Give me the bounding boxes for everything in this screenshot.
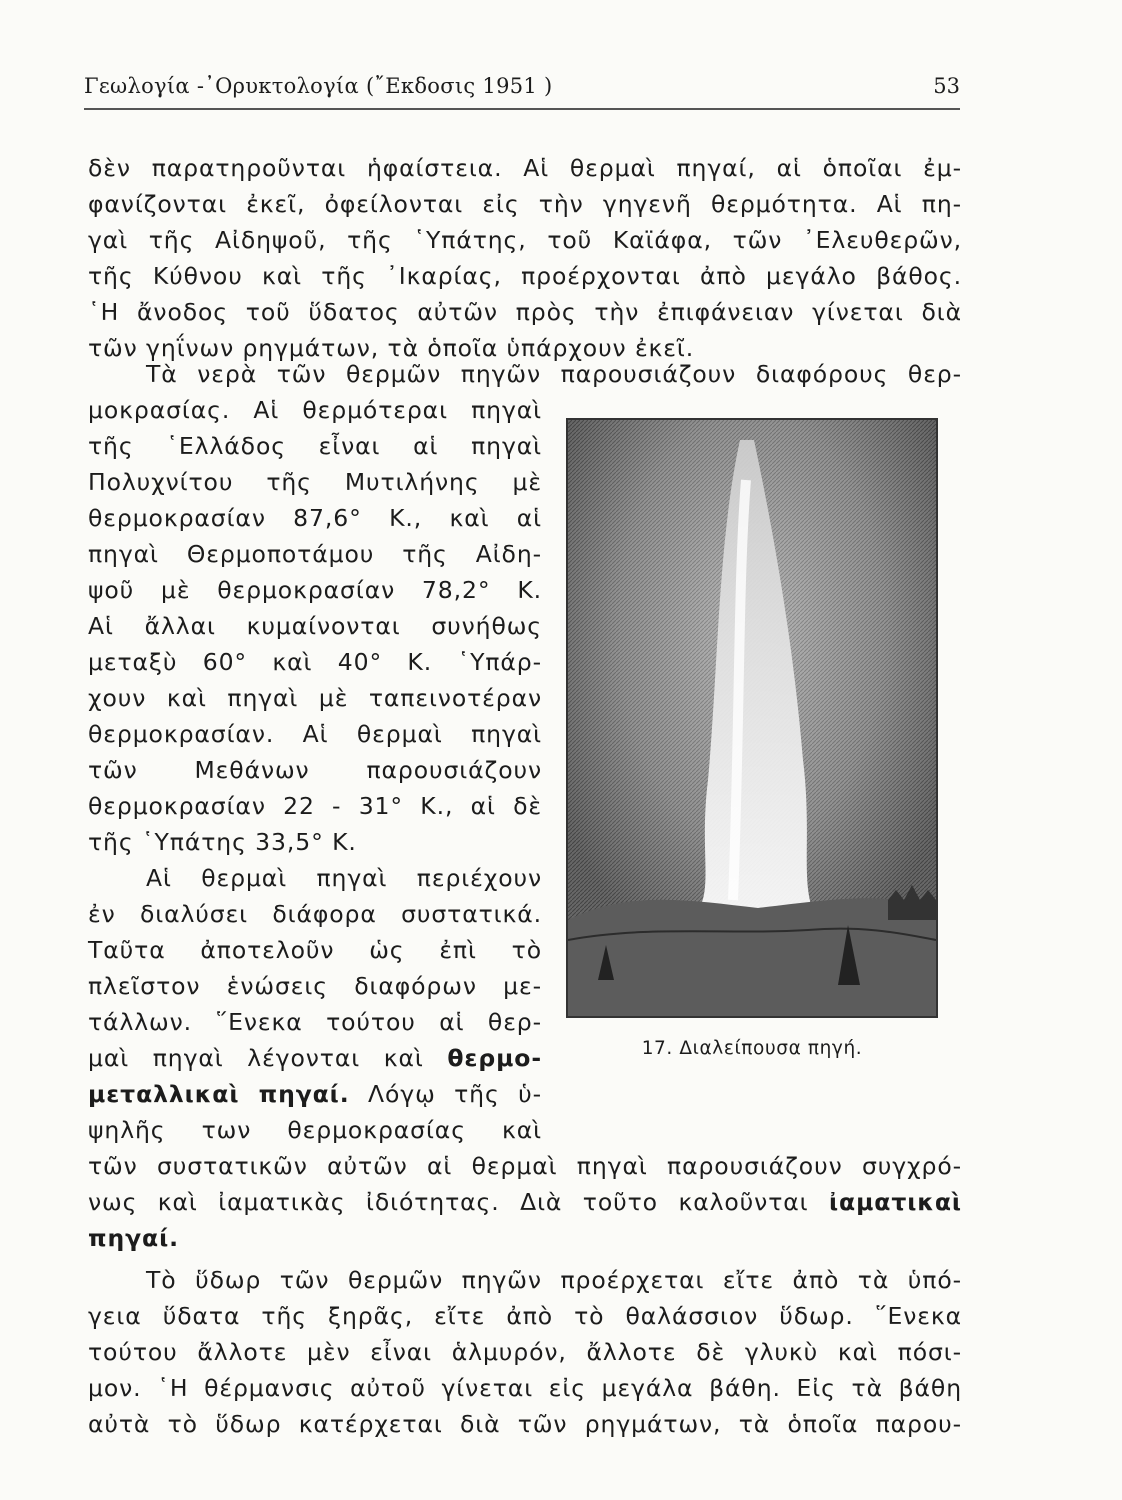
- text-line: [88, 1184, 962, 1220]
- page-number: 53: [933, 74, 960, 98]
- page-header: [84, 74, 960, 114]
- text-line: [88, 1220, 962, 1256]
- text-line: μοκρασίας. Αἱ θερμότεραι πηγαὶ: [88, 396, 542, 424]
- text-line: τῶν Μεθάνων παρουσιάζουν: [88, 756, 542, 784]
- text-line: θερμοκρασίαν 22 - 31° Κ., αἱ δὲ: [88, 792, 542, 820]
- text-line: ῾Η ἄνοδος τοῦ ὕδατος αὐτῶν πρὸς τὴν ἐπιφάνειαν γίνεται διὰ: [88, 298, 962, 326]
- text-line: μεταξὺ 60° καὶ 40° Κ. ῾Υπάρ-: [88, 648, 542, 676]
- text-line: τῆς ῾Ελλάδος εἶναι αἱ πηγαὶ: [88, 432, 542, 460]
- text-line: τῆς ῾Υπάτης 33,5° Κ.: [88, 828, 357, 856]
- text-line: ἐν διαλύσει διάφορα συστατικά.: [88, 900, 542, 928]
- text-line: θερμοκρασίαν. Αἱ θερμαὶ πηγαὶ: [88, 720, 542, 748]
- text-line: χουν καὶ πηγαὶ μὲ ταπεινοτέραν: [88, 684, 542, 712]
- text-line: θερμοκρασίαν 87,6° Κ., καὶ αἱ: [88, 504, 542, 532]
- text-span: Λόγῳ τῆς ὑ-: [368, 1080, 542, 1108]
- text-span: νως καὶ ἰαματικὰς ἰδιότητας. Διὰ τοῦτο καλοῦνται: [88, 1188, 809, 1216]
- text-line: Πολυχνίτου τῆς Μυτιλήνης μὲ: [88, 468, 542, 496]
- text-line: τῶν γηΐνων ρηγμάτων, τὰ ὁποῖα ὑπάρχουν ἐκεῖ.: [88, 334, 695, 362]
- text-line: Ταῦτα ἀποτελοῦν ὡς ἐπὶ τὸ: [88, 936, 542, 964]
- text-line: γεια ὕδατα τῆς ξηρᾶς, εἴτε ἀπὸ τὸ θαλάσσιον ὕδωρ. ῞Ενεκα: [88, 1302, 962, 1330]
- text-line: μον. ῾Η θέρμανσις αὐτοῦ γίνεται εἰς μεγάλα βάθη. Εἰς τὰ βάθη: [88, 1374, 962, 1402]
- text-line: [88, 1076, 542, 1112]
- term-bold: μεταλλικαὶ πηγαί.: [88, 1080, 350, 1108]
- text-line: τῆς Κύθνου καὶ τῆς ᾿Ικαρίας, προέρχονται ἀπὸ μεγάλο βάθος.: [88, 262, 962, 290]
- running-title: Γεωλογία -᾿Ορυκτολογία (῎Εκδοσις 1951 ): [84, 74, 553, 98]
- text-line: τούτου ἄλλοτε μὲν εἶναι ἁλμυρόν, ἄλλοτε δὲ γλυκὺ καὶ πόσι-: [88, 1338, 962, 1366]
- text-line: δὲν παρατηροῦνται ἡφαίστεια. Αἱ θερμαὶ πηγαί, αἱ ὁποῖαι ἐμ-: [88, 154, 962, 182]
- text-line: Τὸ ὕδωρ τῶν θερμῶν πηγῶν προέρχεται εἴτε ἀπὸ τὰ ὑπό-: [146, 1266, 962, 1294]
- text-line: πλεῖστον ἑνώσεις διαφόρων με-: [88, 972, 542, 1000]
- text-line: πηγαὶ Θερμοποτάμου τῆς Αἰδη-: [88, 540, 542, 568]
- term-bold: θερμο-: [447, 1044, 542, 1072]
- header-rule: [84, 108, 960, 110]
- text-span: μαὶ πηγαὶ λέγονται καὶ: [88, 1044, 424, 1072]
- text-line: ψηλῆς των θερμοκρασίας καὶ: [88, 1116, 542, 1144]
- text-line: τῶν συστατικῶν αὐτῶν αἱ θερμαὶ πηγαὶ παρουσιάζουν συγχρό-: [88, 1152, 962, 1180]
- text-line: Αἱ ἄλλαι κυμαίνονται συνήθως: [88, 612, 542, 640]
- text-line: αὐτὰ τὸ ὕδωρ κατέρχεται διὰ τῶν ρηγμάτων, τὰ ὁποῖα παρου-: [88, 1410, 962, 1438]
- text-line: [88, 1040, 542, 1076]
- text-line: τάλλων. ῞Ενεκα τούτου αἱ θερ-: [88, 1008, 542, 1036]
- term-bold: πηγαί.: [88, 1224, 179, 1252]
- text-line: Αἱ θερμαὶ πηγαὶ περιέχουν: [146, 864, 542, 892]
- term-bold: ἰαματικαὶ: [829, 1188, 962, 1216]
- figure-caption: 17. Διαλείπουσα πηγή.: [641, 1038, 863, 1059]
- ground: [568, 898, 936, 1016]
- text-line: ψοῦ μὲ θερμοκρασίαν 78,2° Κ.: [88, 576, 542, 604]
- text-line: γαὶ τῆς Αἰδηψοῦ, τῆς ῾Υπάτης, τοῦ Καϊάφα, τῶν ᾿Ελευθερῶν,: [88, 226, 962, 254]
- text-line: φανίζονται ἐκεῖ, ὀφείλονται εἰς τὴν γηγενῆ θερμότητα. Αἱ πη-: [88, 190, 962, 218]
- geyser-drawing: [568, 420, 936, 1016]
- geyser-illustration: [566, 418, 938, 1018]
- text-line: Τὰ νερὰ τῶν θερμῶν πηγῶν παρουσιάζουν διαφόρους θερ-: [146, 360, 962, 388]
